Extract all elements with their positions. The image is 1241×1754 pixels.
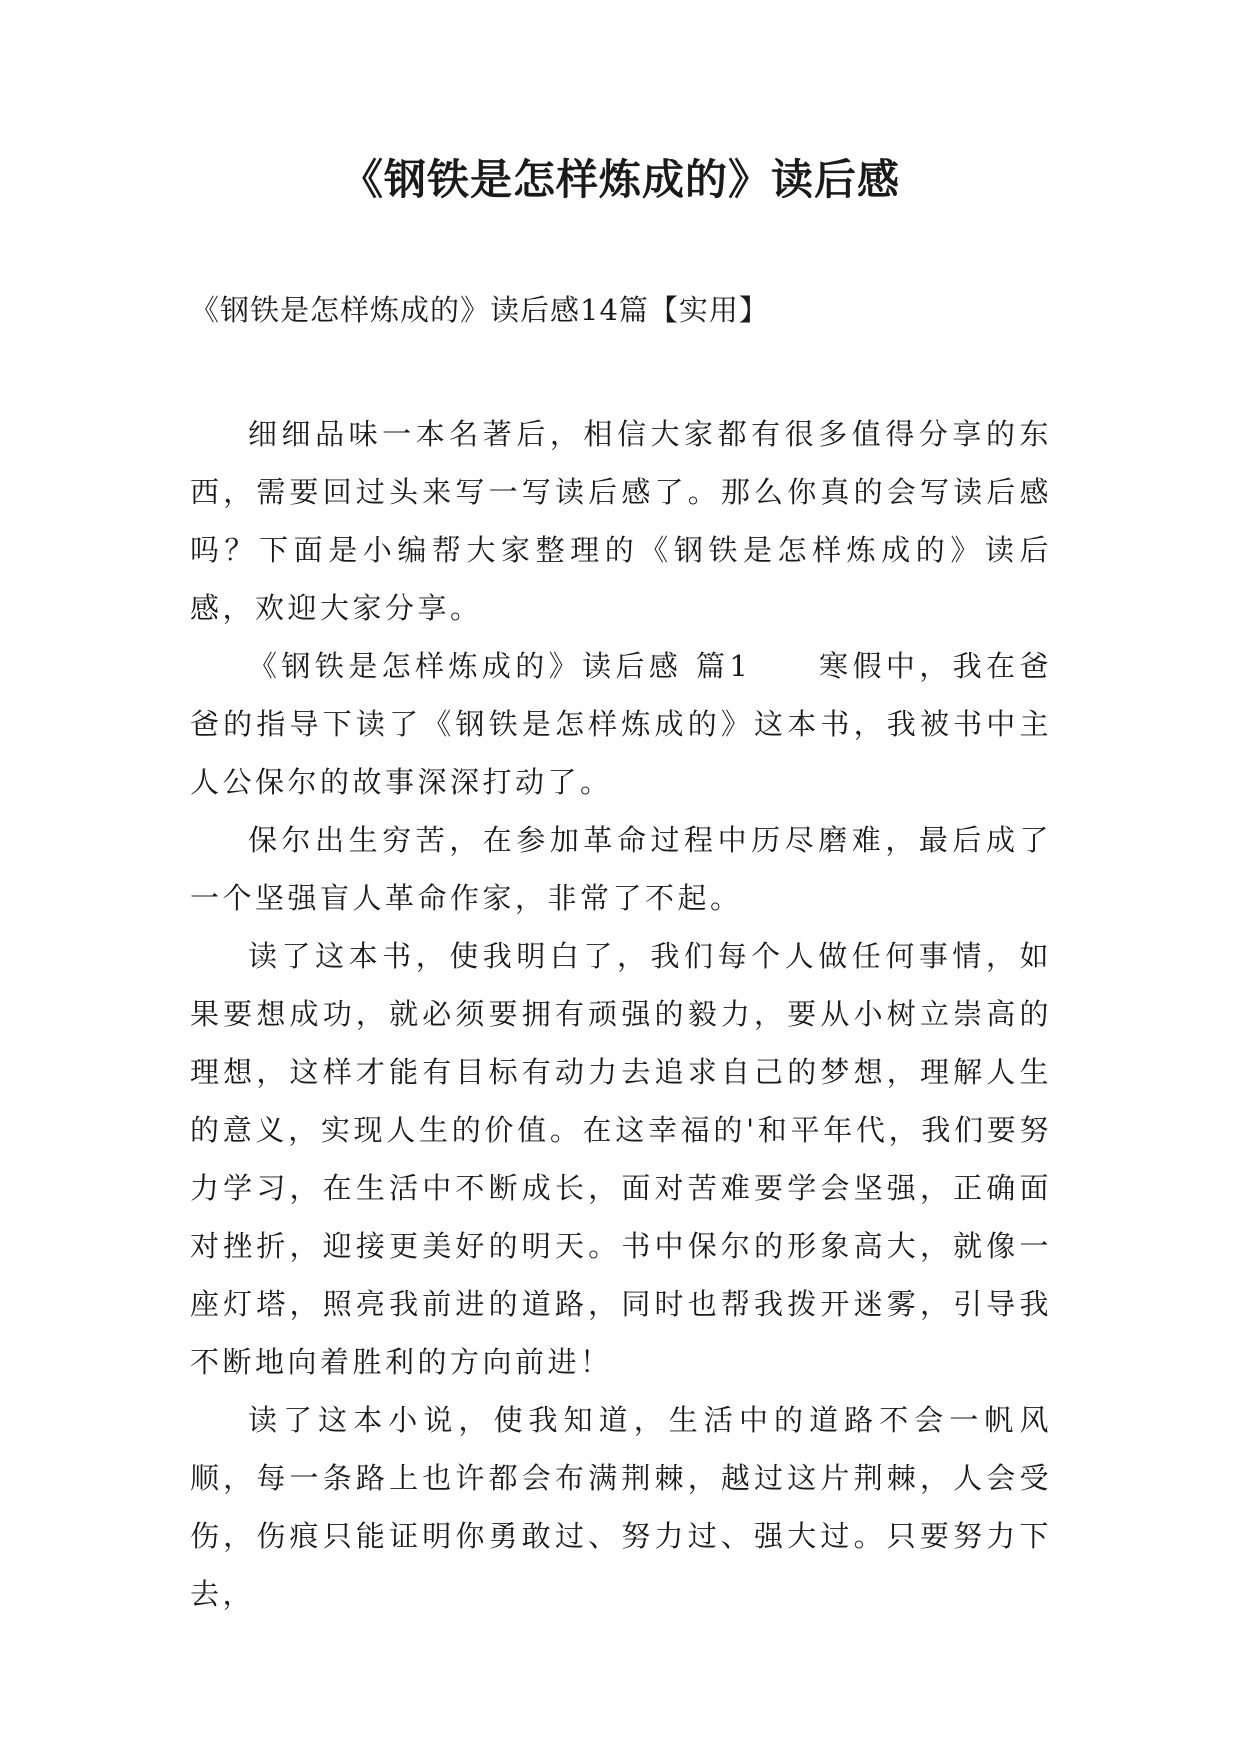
paragraph: 读了这本小说，使我知道，生活中的道路不会一帆风顺，每一条路上也许都会布满荆棘，越过这片荆棘，人会受伤，伤痕只能证明你勇敢过、努力过、强大过。只要努力下去，: [190, 1403, 1052, 1611]
document-title: 《钢铁是怎样炼成的》读后感: [340, 155, 900, 204]
paragraph: 《钢铁是怎样炼成的》读后感 篇1 寒假中，我在爸爸的指导下读了《钢铁是怎样炼成的》这本书，我被书中主人公保尔的故事深深打动了。: [190, 649, 1052, 799]
paragraph: 细细品味一本名著后，相信大家都有很多值得分享的东西，需要回过头来写一写读后感了。那么你真的会写读后感吗？下面是小编帮大家整理的《钢铁是怎样炼成的》读后感，欢迎大家分享。: [190, 417, 1052, 625]
paragraph: 保尔出生穷苦，在参加革命过程中历尽磨难，最后成了一个坚强盲人革命作家，非常了不起。: [190, 823, 1052, 915]
document-subtitle: 《钢铁是怎样炼成的》读后感14篇【实用】: [190, 293, 769, 327]
document-body: [190, 405, 1052, 1623]
paragraph: 读了这本书，使我明白了，我们每个人做任何事情，如果要想成功，就必须要拥有顽强的毅力，要从小树立崇高的理想，这样才能有目标有动力去追求自己的梦想，理解人生的意义，实现人生的价值。在这幸福的'和平年代，我们要努力学习，在生活中不断成长，面对苦难要学会坚强，正确面对挫折，迎接更美好的明天。书中保尔的形象高大，就像一座灯塔，照亮我前进的道路，同时也帮我拨开迷雾，引导我不断地向着胜利的方向前进！: [190, 939, 1052, 1379]
